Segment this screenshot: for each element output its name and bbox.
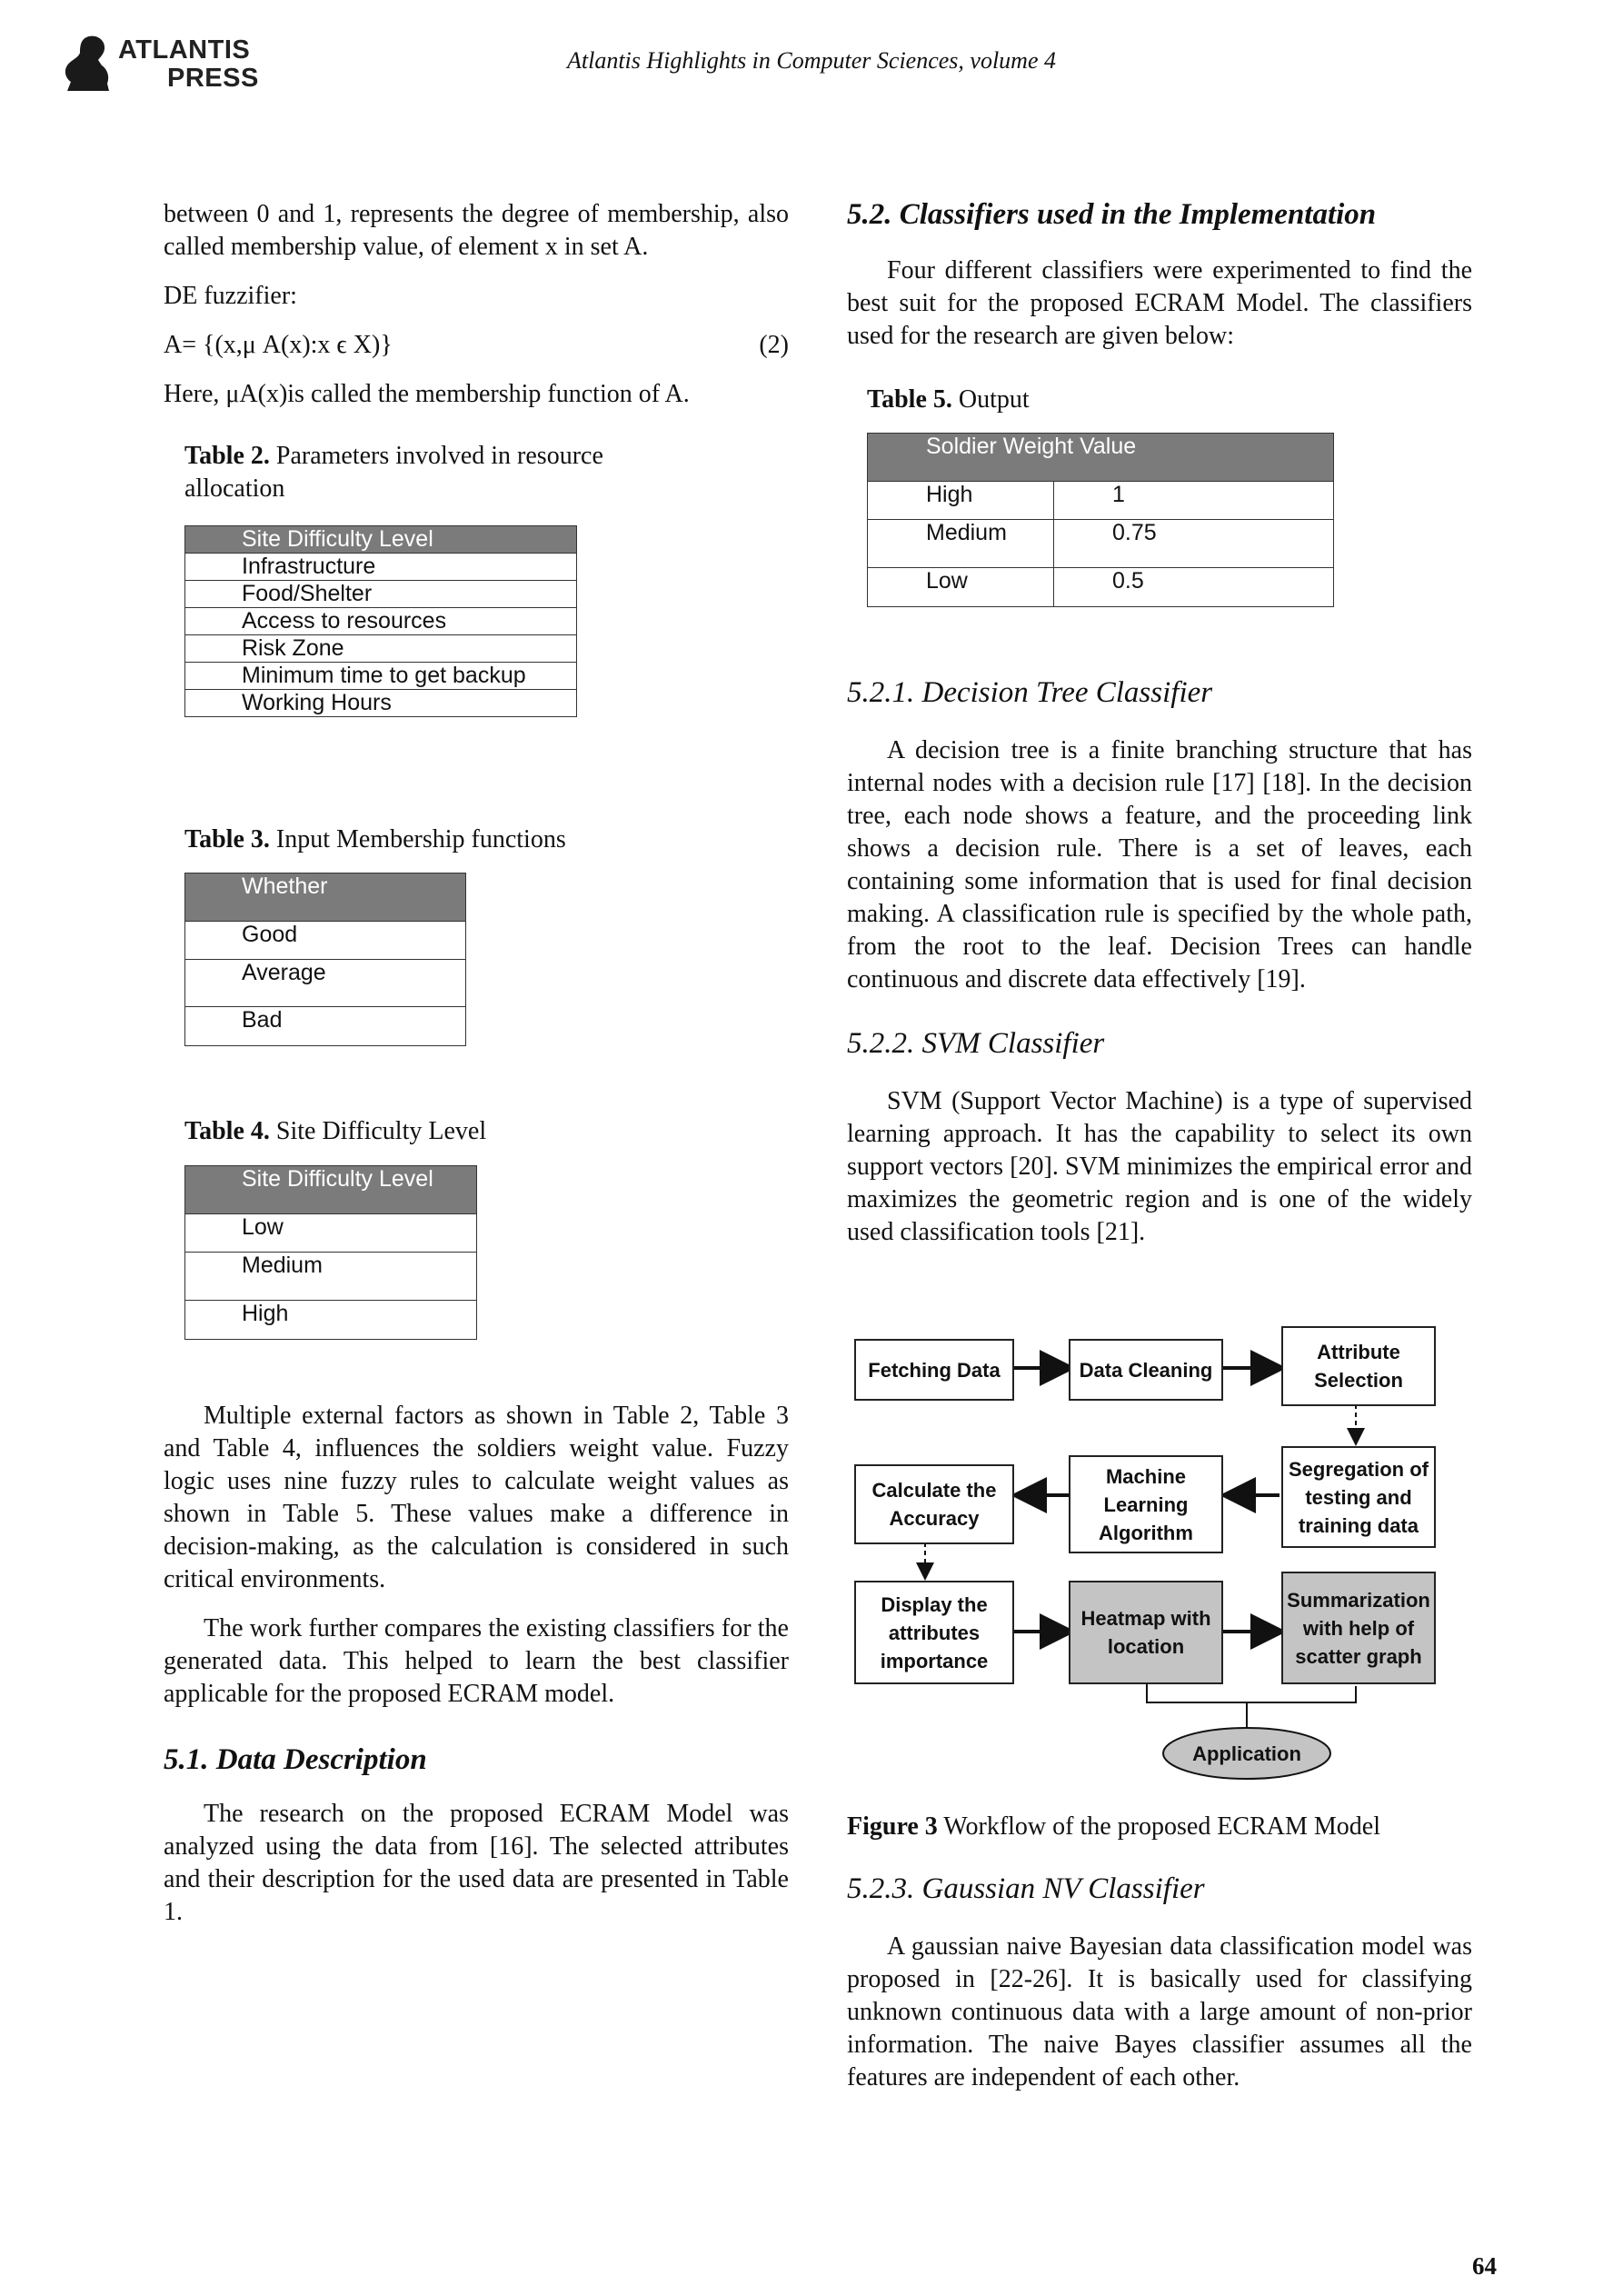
caption-text: Input Membership functions	[269, 825, 566, 854]
left-column-lower	[164, 1400, 789, 1929]
node-calculate-accuracy: Calculate the Accuracy	[854, 1464, 1014, 1544]
caption-text: Output	[951, 385, 1030, 414]
paragraph: SVM (Support Vector Machine) is a type of supervised learning approach. It has the capability to select its own support vectors [20]. SVM minimizes the empirical error and maximizes the geometric region and is one of the widely used classification tools [21].	[847, 1087, 1472, 1246]
table-cell: Working Hours	[185, 690, 577, 717]
table-cell: Bad	[185, 1007, 466, 1046]
node-segregation-testing-training: Segregation of testing and training data	[1281, 1446, 1436, 1548]
node-machine-learning-algorithm: Machine Learning Algorithm	[1069, 1455, 1223, 1553]
paragraph: between 0 and 1, represents the degree of membership, also called membership value, of element x in set A.	[164, 200, 789, 261]
table-cell: Infrastructure	[185, 554, 577, 581]
table-cell: Low	[185, 1214, 477, 1253]
caption-text: Workflow of the proposed ECRAM Model	[937, 1812, 1380, 1841]
caption-label: Table 4.	[184, 1117, 270, 1145]
caption-label: Figure 3	[847, 1812, 938, 1841]
figure-3-caption	[847, 1811, 1472, 1843]
table-2	[184, 525, 577, 717]
figure-3-workflow-diagram	[847, 1313, 1447, 1804]
table-header-cell: Site Difficulty Level	[185, 1166, 477, 1214]
section-heading-5-1: 5.1. Data Description	[164, 1743, 427, 1776]
section-heading-5-2: 5.2. Classifiers used in the Implementation	[847, 198, 1377, 231]
section-heading-5-2-3: 5.2.3. Gaussian NV Classifier	[847, 1872, 1205, 1905]
table-cell: Risk Zone	[185, 635, 577, 663]
right-column-middle	[847, 674, 1472, 1249]
equation-number: (2)	[759, 331, 789, 359]
table-header-cell: Whether	[185, 873, 466, 922]
table-4-caption	[184, 1115, 766, 1148]
node-attribute-selection: Attribute Selection	[1281, 1326, 1436, 1406]
node-fetching-data: Fetching Data	[854, 1339, 1014, 1401]
logo-line-1: ATLANTIS	[118, 35, 251, 65]
table-cell: Good	[185, 922, 466, 960]
caption-text: Site Difficulty Level	[269, 1117, 487, 1145]
node-data-cleaning: Data Cleaning	[1069, 1339, 1223, 1401]
node-application: Application	[1192, 1742, 1301, 1765]
caption-text: Parameters involved in resource allocation	[184, 442, 603, 503]
logo-line-2: PRESS	[167, 64, 259, 93]
right-column-lower	[847, 1811, 1472, 2094]
page-number: 64	[1472, 2252, 1497, 2280]
paragraph: Multiple external factors as shown in Table 2, Table 3 and Table 4, influences the soldiers weight value. Fuzzy logic uses nine fuzzy rules to calculate weight values as shown in Table 5. These values make a difference in decision-making, as the calculation is considered in such critical environments.	[164, 1402, 789, 1593]
table-cell: Medium	[868, 520, 1054, 568]
paragraph: The work further compares the existing classifiers for the generated data. This helped to learn the best classifier applicable for the proposed ECRAM model.	[164, 1614, 789, 1708]
table-cell: 0.75	[1054, 520, 1334, 568]
table-header-cell: Soldier Weight Value	[868, 434, 1334, 482]
table-cell: Minimum time to get backup	[185, 663, 577, 690]
table-cell: Access to resources	[185, 608, 577, 635]
section-heading-5-2-2: 5.2.2. SVM Classifier	[847, 1027, 1105, 1060]
table-cell: Low	[868, 568, 1054, 607]
table-cell: High	[868, 482, 1054, 520]
table-cell: Medium	[185, 1253, 477, 1301]
right-column	[847, 196, 1472, 353]
running-title: Atlantis Highlights in Computer Sciences, volume 4	[567, 47, 1056, 74]
node-display-attributes-importance: Display the attributes importance	[854, 1581, 1014, 1684]
table-cell: 0.5	[1054, 568, 1334, 607]
paragraph: Four different classifiers were experimented to find the best suit for the proposed ECRAM Model. The classifiers used for the research are given below:	[847, 256, 1472, 350]
left-column	[164, 198, 789, 411]
equation-2	[164, 329, 789, 362]
paragraph: A gaussian naive Bayesian data classification model was proposed in [22-26]. It is basically used for classifying unknown continuous data with a large amount of non-prior information. The naive Bayes classifier assumes all the features are independent of each other.	[847, 1932, 1472, 2091]
table-3	[184, 873, 466, 1046]
table-4	[184, 1165, 477, 1340]
table-header-cell: Site Difficulty Level	[185, 526, 577, 554]
table-cell: 1	[1054, 482, 1334, 520]
caption-label: Table 5.	[867, 385, 952, 414]
equation-text: A= {(x,μ A(x):x ϵ X)}	[164, 331, 393, 359]
node-summarization-scatter: Summarization with help of scatter graph	[1281, 1572, 1436, 1684]
table-cell: High	[185, 1301, 477, 1340]
section-heading-5-2-1: 5.2.1. Decision Tree Classifier	[847, 676, 1213, 709]
paragraph: The research on the proposed ECRAM Model was analyzed using the data from [16]. The selected attributes and their description for the used data are presented in Table 1.	[164, 1800, 789, 1926]
table-cell: Average	[185, 960, 466, 1007]
table-cell: Food/Shelter	[185, 581, 577, 608]
caption-label: Table 3.	[184, 825, 270, 854]
table-5	[867, 433, 1334, 607]
node-heatmap-location: Heatmap with location	[1069, 1581, 1223, 1684]
connector-heat-summ-join	[1147, 1684, 1356, 1702]
paragraph: Here, μA(x)is called the membership function of A.	[164, 380, 690, 408]
de-fuzzifier-label: DE fuzzifier:	[164, 282, 297, 310]
table-2-caption	[184, 440, 693, 505]
table-5-caption	[867, 384, 1449, 416]
table-3-caption	[184, 824, 766, 856]
caption-label: Table 2.	[184, 442, 270, 470]
paragraph: A decision tree is a finite branching structure that has internal nodes with a decision rule [17] [18]. In the decision tree, each node shows a feature, and the proceeding link shows a decision rule. There is a set of leaves, each containing some information that is used for final decision making. A classification rule is specified by the whole path, from the root to the leaf. Decision Trees can handle continuous and discrete data effectively [19].	[847, 736, 1472, 993]
